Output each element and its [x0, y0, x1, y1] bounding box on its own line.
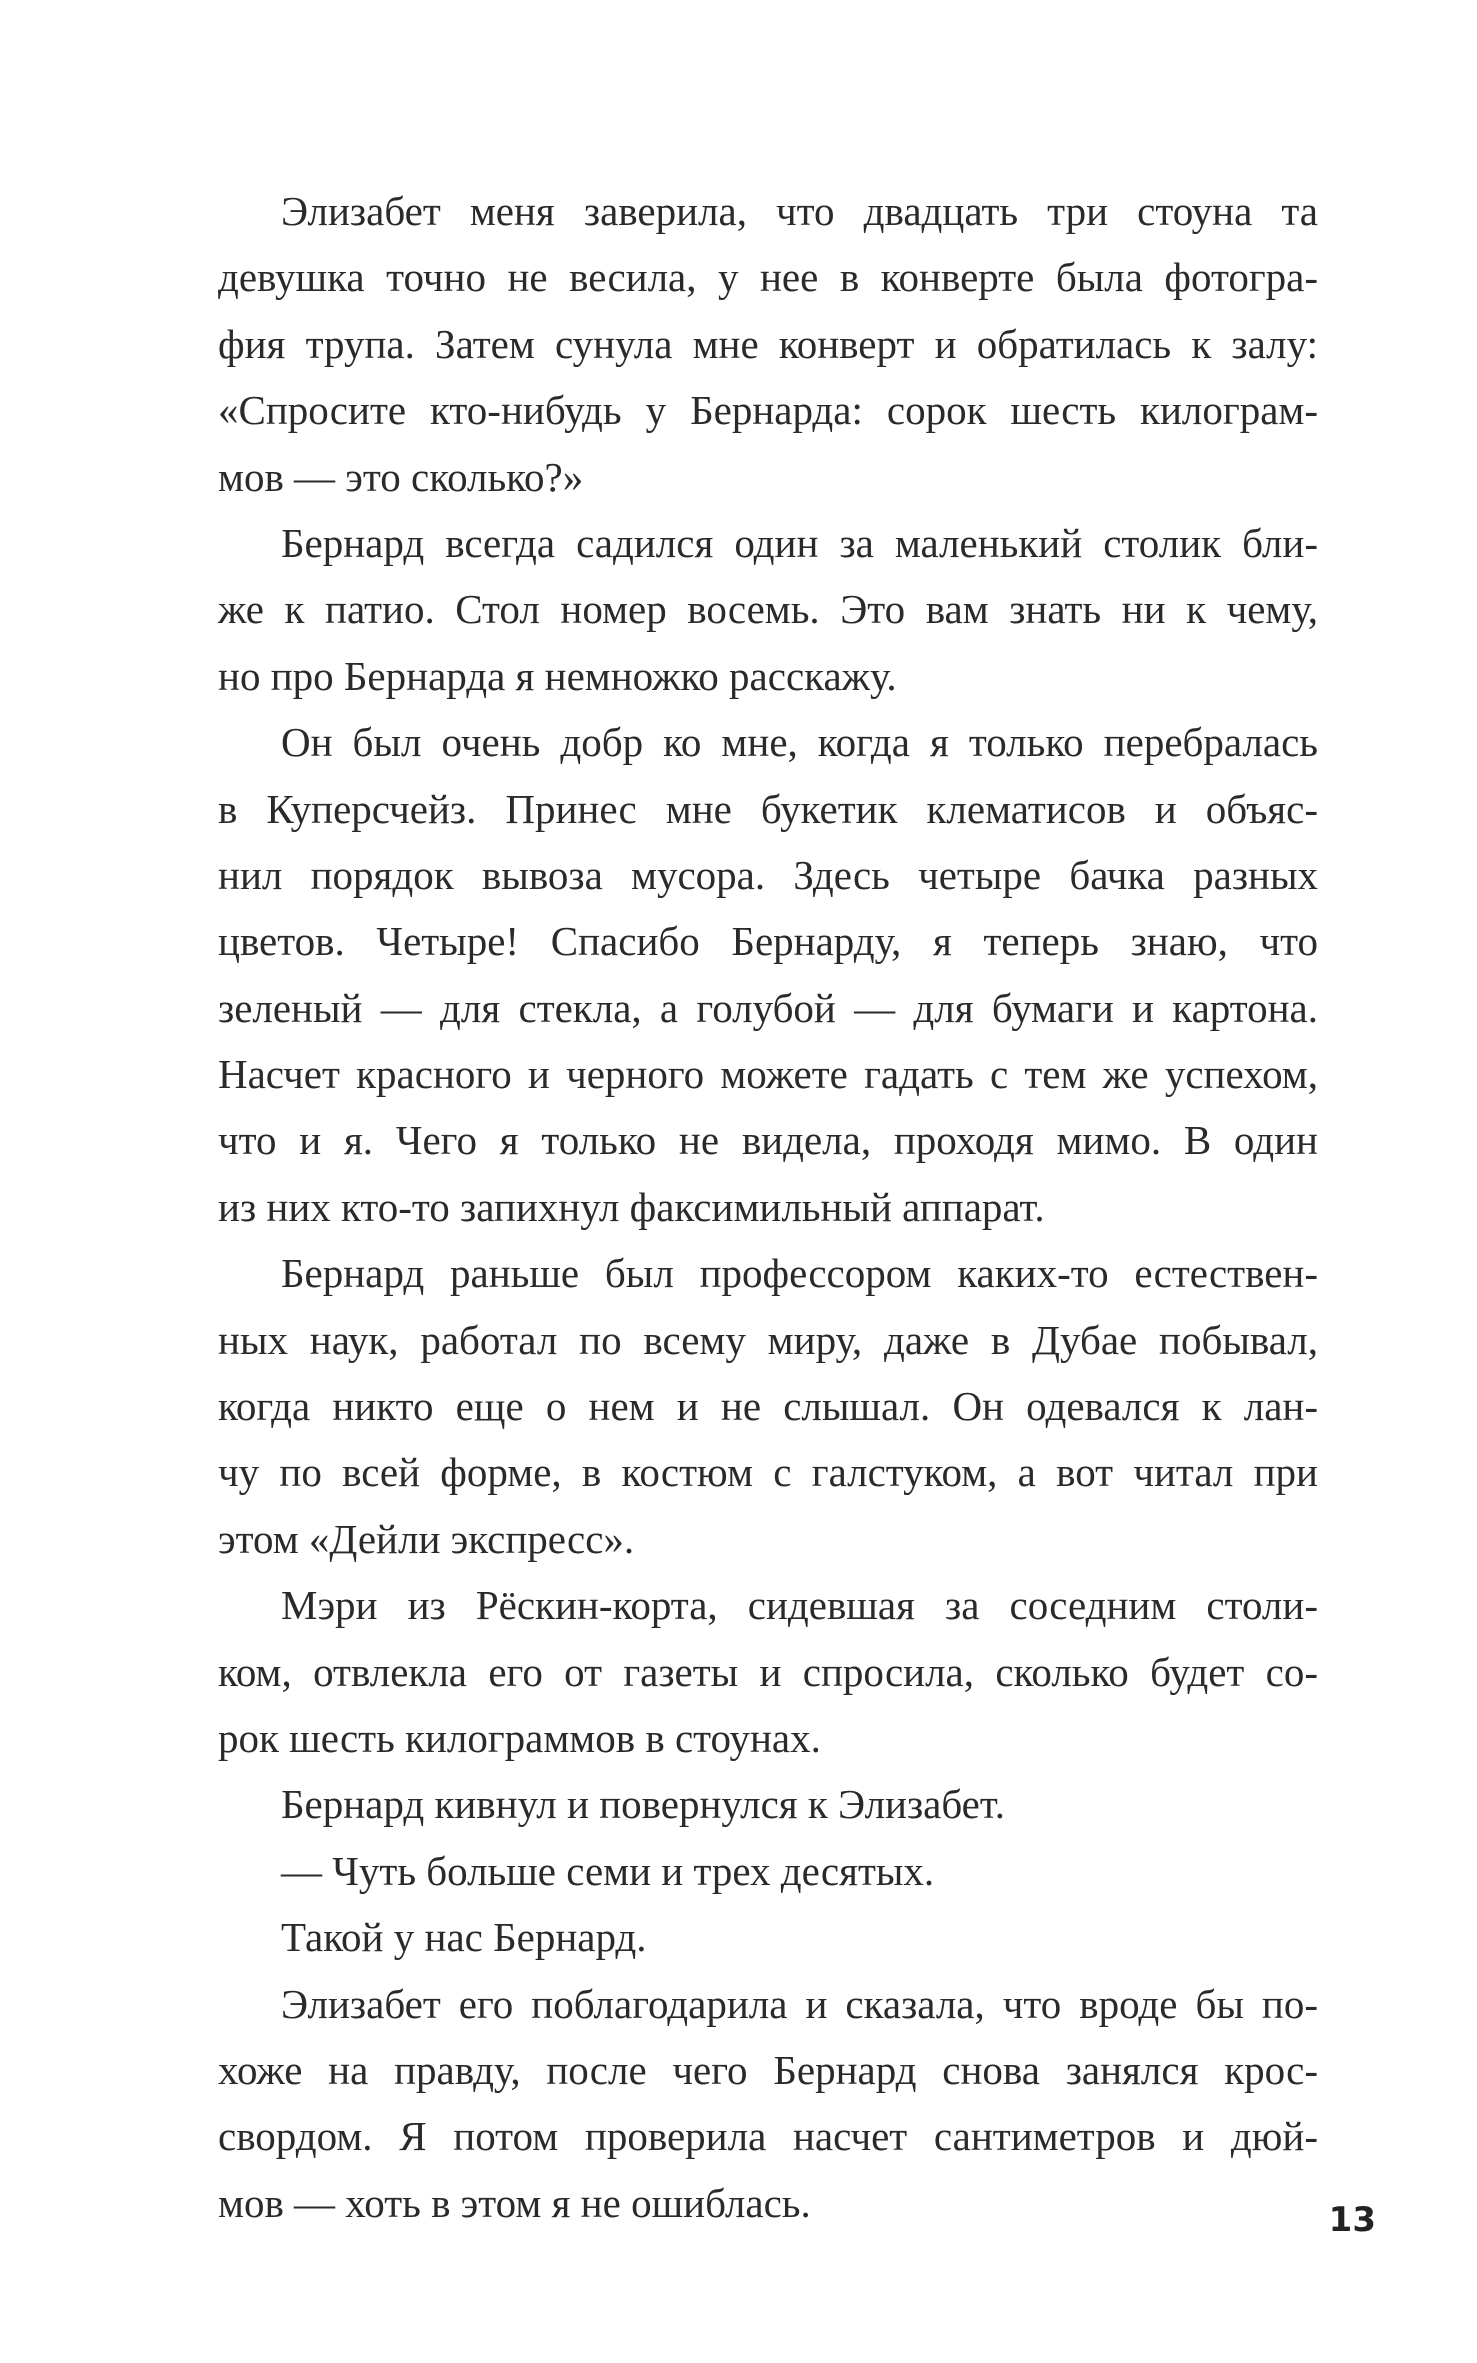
- paragraph: [218, 1771, 1318, 1837]
- text-line: Бернард раньше был профессором каких-то естествен-: [281, 1250, 1318, 1297]
- text-line: Такой у нас Бернард.: [281, 1914, 647, 1961]
- text-line: Он был очень добр ко мне, когда я только перебралась: [281, 719, 1318, 766]
- text-line: Элизабет меня заверила, что двадцать три стоуна та: [281, 188, 1318, 234]
- paragraph: [218, 1904, 1318, 1970]
- text-line: хоже на правду, после чего Бернард снова занялся крос-: [218, 2046, 1318, 2093]
- text-line: Мэри из Рёскин-корта, сидевшая за соседним столи-: [281, 1582, 1318, 1629]
- text-line: Бернард кивнул и повернулся к Элизабет.: [281, 1781, 1005, 1828]
- text-line: когда никто еще о нем и не слышал. Он одевался к лан-: [218, 1383, 1318, 1430]
- text-line: мов — хоть в этом я не ошиблась.: [218, 2179, 811, 2226]
- text-line: Бернард всегда садился один за маленький столик бли-: [281, 519, 1318, 566]
- text-line: мов — это сколько?»: [218, 453, 584, 500]
- paragraph: [218, 709, 1318, 1240]
- text-line: девушка точно не весила, у нее в конверте была фотогра-: [218, 254, 1318, 301]
- text-line: чу по всей форме, в костюм с галстуком, а вот читал при: [218, 1449, 1318, 1496]
- text-line: свордом. Я потом проверила насчет сантиметров и дюй-: [218, 2113, 1318, 2160]
- paragraph: [218, 178, 1318, 510]
- page-number: 13: [1328, 2200, 1376, 2240]
- text-line: в Куперсчейз. Принес мне букетик клематисов и объяс-: [218, 785, 1318, 832]
- paragraph: [218, 1838, 1318, 1904]
- text-line: же к патио. Стол номер восемь. Это вам знать ни к чему,: [218, 586, 1318, 633]
- text-line: что и я. Чего я только не видела, проходя мимо. В один: [218, 1117, 1318, 1164]
- paragraph: [218, 1572, 1318, 1771]
- text-line: нил порядок вывоза мусора. Здесь четыре бачка разных: [218, 851, 1318, 898]
- text-line: но про Бернарда я немножко расскажу.: [218, 652, 897, 699]
- paragraph: [218, 510, 1318, 709]
- text-line: фия трупа. Затем сунула мне конверт и обратилась к залу:: [218, 320, 1318, 367]
- text-line: из них кто-то запихнул факсимильный аппарат.: [218, 1183, 1045, 1230]
- text-line: ных наук, работал по всему миру, даже в Дубае побывал,: [218, 1316, 1318, 1363]
- text-line: зеленый — для стекла, а голубой — для бумаги и картона.: [218, 984, 1318, 1031]
- text-line: Насчет красного и черного можете гадать с тем же успехом,: [218, 1051, 1318, 1098]
- body-text: [218, 178, 1318, 2236]
- paragraph: [218, 1971, 1318, 2237]
- text-line: рок шесть килограммов в стоунах.: [218, 1714, 821, 1761]
- text-line: цветов. Четыре! Спасибо Бернарду, я теперь знаю, что: [218, 918, 1318, 965]
- text-line: — Чуть больше семи и трех десятых.: [281, 1847, 935, 1894]
- text-line: Элизабет его поблагодарила и сказала, что вроде бы по-: [281, 1980, 1318, 2027]
- paragraph: [218, 1240, 1318, 1572]
- text-line: ком, отвлекла его от газеты и спросила, сколько будет со-: [218, 1648, 1318, 1695]
- text-line: «Спросите кто-нибудь у Бернарда: сорок шесть килограм-: [218, 387, 1318, 434]
- text-line: этом «Дейли экспресс».: [218, 1515, 635, 1562]
